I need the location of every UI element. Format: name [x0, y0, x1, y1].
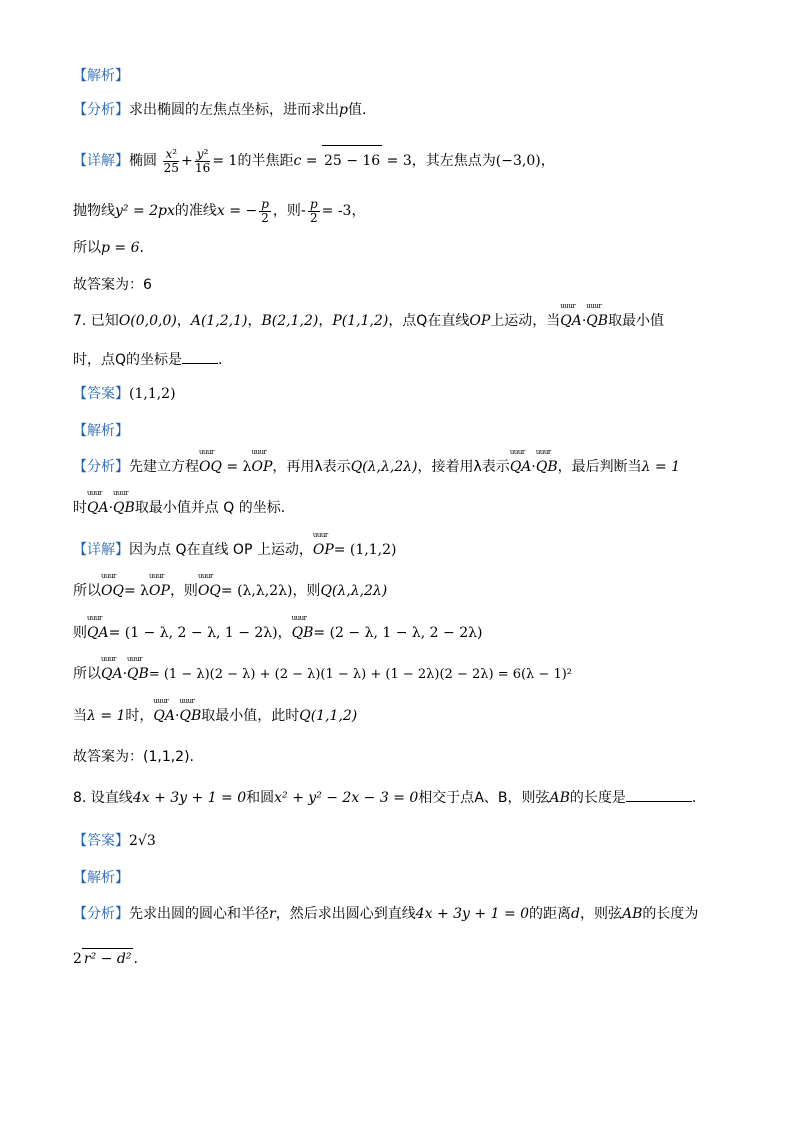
q7-detail-line1: 【详解】因为点 Q在直线 OP 上运动，uuur OP= (1,1,2) — [73, 540, 396, 560]
q6-detail-ellipse: 【详解】椭圆 $\frac{\text{x²}}{25}$ + $\frac{\text{y²}}{16}$ = 1的半焦距c = 25 − 16 = 3，其左焦点为(−3,0)， — [73, 146, 555, 175]
q8-reasoning-line2: 2 r² − d² . — [73, 948, 138, 969]
q7-answer: 【答案】(1,1,2) — [73, 386, 176, 402]
q8-analysis-heading: 【解析】 — [73, 870, 129, 886]
fraction-x2-25: $\frac{\text{x²}}{25}$ — [163, 146, 179, 175]
q7-stem-line2: 时，点Q的坐标是 . — [73, 352, 223, 368]
q7-analysis-heading: 【解析】 — [73, 423, 129, 439]
q6-analysis-heading — [73, 66, 129, 86]
answer-blank — [626, 801, 692, 802]
q6-final-answer: 故答案为：6 — [73, 277, 152, 293]
fraction-p-2-b: $\frac{p}{2}$ — [309, 196, 318, 225]
q7-reasoning-line2: 时uuur QA·uuur QB取最小值并点 Q 的坐标. — [73, 498, 285, 518]
fraction-y2-16: $\frac{\text{y²}}{16}$ — [194, 146, 211, 175]
q6-reasoning: 【分析】求出椭圆的左焦点坐标，进而求出p值. — [73, 102, 367, 118]
q8-answer: 【答案】2√3 — [73, 833, 156, 849]
q7-reasoning-line1: 【分析】先建立方程uuur OQ = λuuur OP，再用λ表示Q(λ,λ,2λ)，接着用λ表示uuur QA·uuur QB，最后判断当λ = 1 — [73, 457, 680, 477]
q7-final-answer: 故答案为：(1,1,2). — [73, 749, 194, 765]
q6-detail-parabola: 抛物线y² = 2px的准线x = − $\frac{p}{2}$ ，则- $\frac{p}{2}$ = -3， — [73, 196, 366, 225]
q7-detail-line5: 当λ = 1时，uuur QA·uuur QB取最小值，此时Q(1,1,2) — [73, 706, 357, 726]
q8-stem: 8. 设直线4x + 3y + 1 = 0和圆x² + y² − 2x − 3 = 0相交于点A、B，则弦AB的长度是 . — [73, 790, 697, 806]
q7-stem-line1: 7. 已知O(0,0,0)，A(1,2,1)，B(2,1,2)，P(1,1,2)，点Q在直线OP上运动，当uuur QA·uuur QB取最小值 — [73, 311, 664, 331]
q8-reasoning-line1: 【分析】先求出圆的圆心和半径r，然后求出圆心到直线4x + 3y + 1 = 0的距离d，则弦AB的长度为 — [73, 906, 699, 922]
q6-so: 所以p = 6. — [73, 240, 144, 256]
q7-detail-line3: 则uuur QA= (1 − λ, 2 − λ, 1 − 2λ)，uuur QB= (2 − λ, 1 − λ, 2 − 2λ) — [73, 623, 482, 643]
analysis-tag: 【解析】 — [73, 68, 129, 84]
q7-detail-line2: 所以uuur OQ= λuuur OP，则uuur OQ= (λ,λ,2λ)，则Q(λ,λ,2λ) — [73, 581, 387, 601]
fraction-p-2: $\frac{p}{2}$ — [261, 196, 269, 225]
answer-blank — [182, 363, 218, 364]
q7-detail-line4: 所以uuur QA·uuur QB= (1 − λ)(2 − λ) + (2 − λ)(1 − λ) + (1 − 2λ)(2 − 2λ) = 6(λ − 1)² — [73, 664, 572, 685]
